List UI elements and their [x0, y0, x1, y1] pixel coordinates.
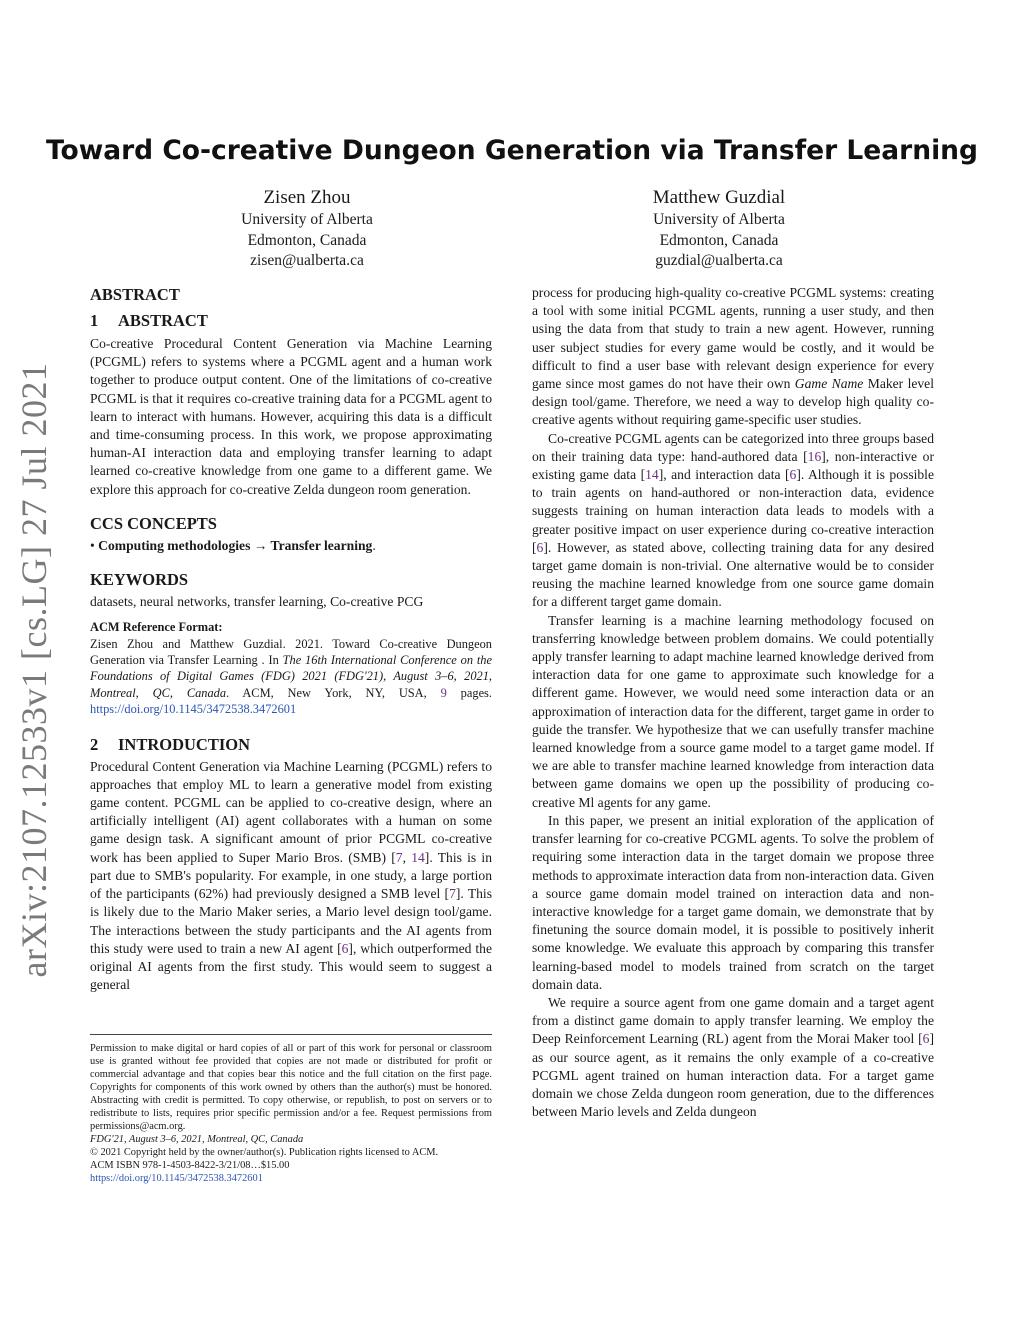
citation-link[interactable]: 6: [789, 467, 797, 483]
right-paragraph-2: [532, 430, 934, 612]
emphasis: Game Name: [794, 376, 864, 392]
text: ,: [402, 849, 412, 865]
ref-text: . ACM, New York, NY, USA,: [226, 685, 441, 700]
author-email: zisen@ualberta.ca: [250, 252, 364, 269]
footnote-doi-link[interactable]: https://doi.org/10.1145/3472538.3472601: [90, 1173, 263, 1184]
author-affiliation: University of Alberta: [241, 211, 373, 228]
text: ], non-interactive or existing game data [: [532, 448, 935, 483]
ref-pages-link[interactable]: 9: [440, 685, 447, 700]
keywords-text: datasets, neural networks, transfer learning, Co-creative PCG: [90, 594, 424, 610]
ref-text: Zisen Zhou and Matthew Guzdial. 2021. Toward Co-creative Dungeon Generation via Transfer Learning . In: [90, 636, 492, 668]
copyright-line: © 2021 Copyright held by the owner/author(s). Publication rights licensed to ACM.: [90, 1147, 439, 1158]
keywords-label: KEYWORDS: [90, 570, 189, 590]
ref-doi-link[interactable]: https://doi.org/10.1145/3472538.3472601: [90, 702, 297, 717]
author-name: Zisen Zhou: [263, 187, 351, 208]
author-affiliation: University of Alberta: [653, 211, 785, 228]
author-block-1: [157, 186, 457, 272]
text: Procedural Content Generation via Machine Learning (PCGML) refers to approaches that employ ML to learn a generative model from existing game content. PCGML can be applied to co-creative design, where an artificially intelligent (AI) agent collaborates with a human on some game design task. A significant amount of prior PCGML co-creative work has been applied to Super Mario Bros. (SMB) [: [90, 758, 492, 865]
text: ]. Although it is possible to train agents on hand-authored or non-interaction data, evidence suggests training on human interaction data leads to models with a greater positive impact on user experience during co-creative interaction [: [532, 467, 934, 555]
author-location: Edmonton, Canada: [247, 231, 367, 249]
right-paragraph-3: Transfer learning is a machine learning methodology focused on transferring knowledge between problem domains. We could potentially apply transfer learning to adapt machine learned knowledge derived from interaction data for one game to approximate such knowledge for a different game. However, we would need some interaction data or an approximation of interaction data for the different, target game in order to guide the transfer. We hypothesize that we can usefully transfer machine learned knowledge from a source game model to a target game model. If we are able to transfer machine learned knowledge from interaction data between game domains we open up the possibility of producing co-creative Ml agents for any game.: [532, 612, 934, 810]
section-number: 2: [90, 734, 99, 754]
right-paragraph-4: In this paper, we present an initial exploration of the application of transfer learning for co-creative PCGML agents. To solve the problem of requiring some interaction data in the target domain we propose three methods to approximate interaction data from non-interaction data. Given a source game domain model trained on interaction data and non-interactive knowledge for a target game domain, we demonstrate that by finetuning the source domain model, it is possible to positively inherit some knowledge. We evaluate this approach by comparing this transfer learning-based model to models trained from scratch on the target domain data.: [532, 812, 934, 992]
arxiv-side-stamp: [8, 362, 60, 978]
text: ]. This is in part due to SMB's popularity. For example, in one study, a large portion of the participants (62%) had previously designed a SMB level [: [90, 849, 493, 902]
citation-link[interactable]: 6: [536, 539, 544, 555]
copyright-footnote: [90, 1034, 492, 1185]
right-column: [532, 284, 934, 1121]
text: process for producing high-quality co-creative PCGML systems: creating a tool with some initial PCGML agents, running a user study, and then using the data from that study to train a new agent. However, running user subject studies for every game would be costly, and it would be difficult to find a user base with relevant design experience for every game since most games do not have their own: [532, 285, 934, 392]
citation-link[interactable]: 14: [411, 849, 425, 865]
text: ], which outperformed the original AI agents from the first study. This would seem to suggest a general: [90, 940, 492, 993]
ref-text: pages.: [446, 685, 492, 700]
reference-format-text: [90, 636, 492, 718]
left-column: [90, 284, 492, 994]
section-heading-abstract: [90, 310, 492, 332]
citation-link[interactable]: 7: [395, 849, 403, 865]
citation-link[interactable]: 6: [341, 940, 349, 956]
text: ]. However, as stated above, collecting training data for any desired target game domain is non-trivial. One alternative would be to consider reusing the machine learned knowledge from one source game domain for a different target game domain.: [532, 539, 934, 610]
conference-line: FDG'21, August 3–6, 2021, Montreal, QC, Canada: [90, 1134, 304, 1145]
section-title: ABSTRACT: [118, 311, 208, 330]
citation-link[interactable]: 14: [645, 467, 659, 483]
text: We require a source agent from one game domain and a target agent from a distinct game domain to apply transfer learning. We employ the Deep Reinforcement Learning (RL) agent from the Morai Maker tool [: [532, 994, 934, 1047]
citation-link[interactable]: 16: [807, 448, 822, 464]
ref-venue: The 16th International Conference on the Foundations of Digital Games (FDG) 2021 (FDG'21), August 3–6, 2021, Montreal, QC, Canada: [90, 653, 492, 700]
citation-link[interactable]: 6: [922, 1031, 930, 1047]
ccs-label: CCS CONCEPTS: [90, 513, 217, 533]
right-paragraph-5: [532, 994, 934, 1121]
section-title: INTRODUCTION: [118, 734, 251, 754]
abstract-label: ABSTRACT: [90, 285, 180, 304]
author-location: Edmonton, Canada: [659, 231, 779, 249]
text: Co-creative PCGML agents can be categorized into three groups based on their training data type: hand-authored data [: [532, 430, 934, 464]
reference-format-label: ACM Reference Format:: [90, 620, 223, 635]
section-number: 1: [90, 311, 99, 330]
text: ]. This is likely due to the Mario Maker series, a Mario level design tool/game. The interactions between the study participants and the AI agents from this study were used to train a new AI agent [: [90, 886, 492, 956]
bullet: •: [90, 537, 99, 553]
ccs-concepts: [90, 537, 492, 555]
section-heading-introduction: [90, 734, 492, 756]
abstract-text: Co-creative Procedural Content Generation via Machine Learning (PCGML) refers to systems where a PCGML agent and a human work together to produce output content. One of the limitations of co-creative PCGML is that it requires co-creative training data for a PCGML agent to learn to interact with humans. However, acquiring this data is a difficult and time-consuming process. In this work, we propose approximating human-AI interaction data and employing transfer learning to adapt learned co-creative knowledge from one game to a different game. We explore this approach for co-creative Zelda dungeon room generation.: [90, 336, 492, 497]
text: ] as our source agent, as it remains the only example of a co-creative PCGML agent trained on human interaction data. For a target game domain we chose Zelda dungeon room generation, due to the differences between Mario levels and Zelda dungeon: [532, 1031, 934, 1120]
text: ], and interaction data [: [658, 467, 790, 483]
author-email: guzdial@ualberta.ca: [655, 252, 783, 269]
ccs-sub: Transfer learning: [270, 537, 373, 553]
ccs-concept: Computing methodologies: [98, 537, 251, 553]
ccs-end: .: [372, 537, 376, 553]
isbn-line: ACM ISBN 978-1-4503-8422-3/21/08…$15.00: [90, 1160, 290, 1171]
intro-paragraph-1: [90, 758, 492, 995]
permission-notice: Permission to make digital or hard copies of all or part of this work for personal or classroom use is granted without fee provided that copies are not made or distributed for profit or commercial advantage and that copies bear this notice and the full citation on the first page. Copyrights for components of this work owned by others than the author(s) must be honored. Abstracting with credit is permitted. To copy otherwise, or republish, to post on servers or to redistribute to lists, requires prior specific permission and/or a fee. Request permissions from permissions@acm.org.: [90, 1043, 492, 1132]
paper-title: Toward Co-creative Dungeon Generation via Transfer Learning: [45, 135, 979, 166]
right-paragraph-1: [532, 284, 934, 430]
ccs-arrow: →: [250, 537, 271, 553]
citation-link[interactable]: 7: [449, 886, 456, 902]
author-block-2: [569, 186, 869, 272]
author-name: Matthew Guzdial: [652, 187, 786, 208]
text: Maker level design tool/game. Therefore, we need a way to develop high quality co-creative agents without requiring game-specific user studies.: [532, 376, 934, 428]
arxiv-identifier: arXiv:2107.12533v1 [cs.LG] 27 Jul 2021: [14, 362, 54, 978]
